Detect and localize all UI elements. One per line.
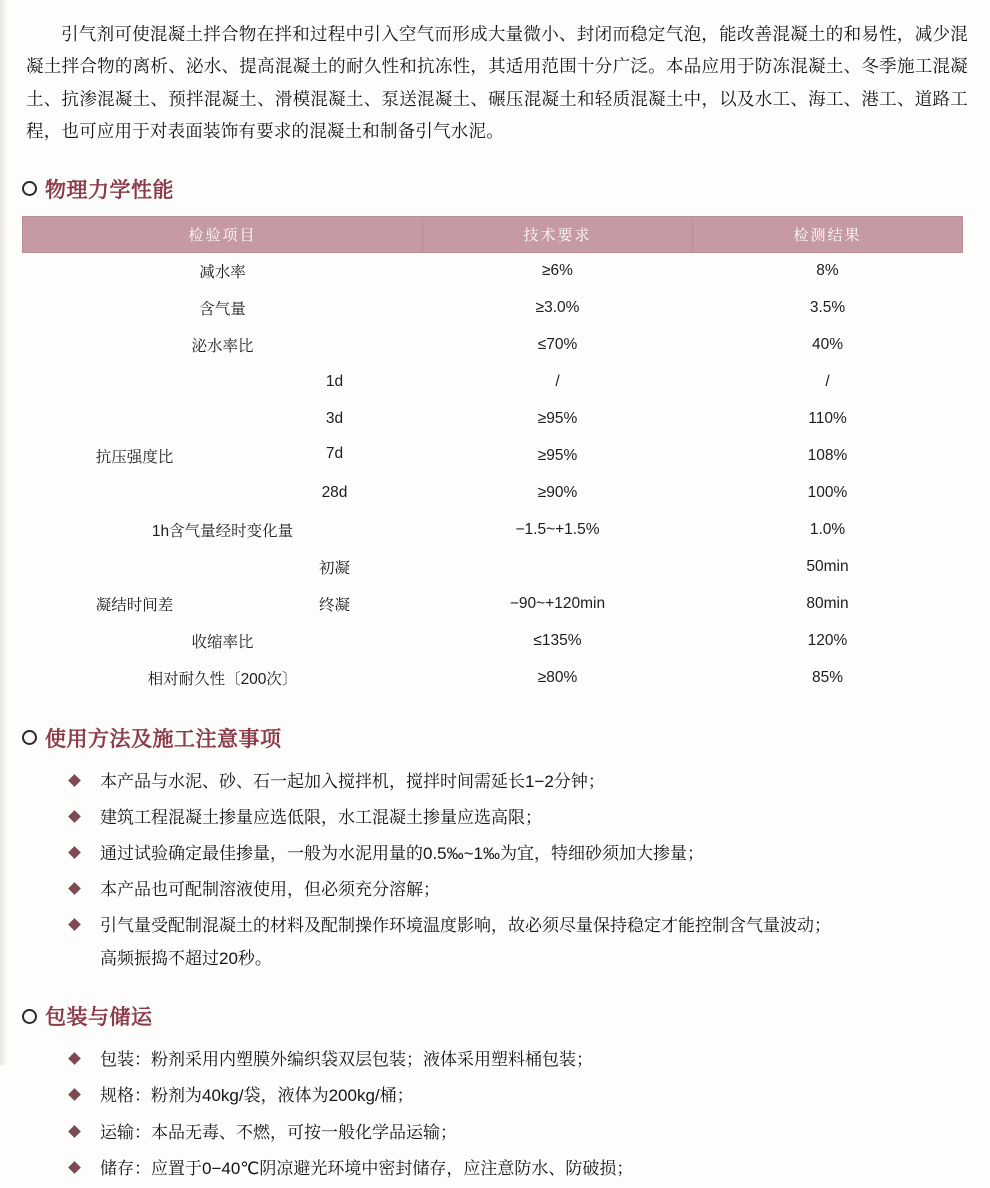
section-title-text: 包装与储运	[45, 1006, 153, 1030]
cell-item-group	[23, 438, 423, 475]
section-title-text: 使用方法及施工注意事项	[45, 727, 282, 751]
list-item-text-continued: 高频振捣不超过20秒。	[100, 949, 272, 969]
physical-properties-table	[22, 216, 963, 697]
diamond-bullet-icon	[68, 1161, 81, 1174]
cell-requirement: ≥6%	[542, 262, 573, 279]
diamond-bullet-icon	[68, 1125, 81, 1138]
cell-requirement: ≥95%	[537, 410, 578, 427]
cell-result: 1.0%	[809, 521, 846, 538]
list-item	[70, 765, 990, 798]
list-item	[70, 909, 990, 975]
cell-requirement: ≥90%	[537, 484, 578, 501]
table-row	[23, 549, 963, 586]
cell-item: 抗压强度比	[95, 449, 174, 466]
section-heading-physical	[22, 174, 990, 204]
table-row	[23, 586, 963, 623]
cell-requirement	[423, 549, 693, 586]
cell-result: 100%	[807, 484, 848, 501]
list-item-text: 包装：粉剂采用内塑膜外编织袋双层包装；液体采用塑料桶包装；	[100, 1050, 593, 1070]
table-row	[23, 290, 963, 327]
table-row	[23, 512, 963, 549]
cell-result: 80min	[806, 595, 849, 612]
cell-item	[23, 556, 247, 578]
table-row	[23, 660, 963, 697]
section-heading-usage	[22, 723, 990, 753]
diamond-bullet-icon	[68, 882, 81, 895]
circle-bullet-icon	[22, 1009, 37, 1024]
table-header-row	[23, 216, 963, 252]
cell-item: 泌水率比	[191, 338, 254, 355]
table-row	[23, 327, 963, 364]
list-item-text: 建筑工程混凝土掺量应选低限，水工混凝土掺量应选高限；	[100, 807, 542, 827]
diamond-bullet-icon	[68, 918, 81, 931]
cell-result: 40%	[811, 336, 844, 353]
cell-item: 减水率	[199, 264, 246, 281]
cell-result: /	[825, 373, 830, 390]
cell-requirement: ≥3.0%	[535, 299, 580, 316]
circle-bullet-icon	[22, 730, 37, 745]
cell-item	[23, 484, 247, 502]
cell-result: 8%	[816, 262, 839, 279]
cell-subitem: 7d	[325, 445, 344, 462]
table-header-requirement: 技术要求	[423, 216, 693, 252]
list-item-text: 运输：本品无毒、不燃，可按一般化学品运输；	[100, 1122, 457, 1142]
cell-requirement: ≥80%	[537, 669, 578, 686]
table-row	[23, 364, 963, 401]
section-heading-packaging	[22, 1001, 990, 1031]
table-row	[23, 438, 963, 475]
diamond-bullet-icon	[68, 1052, 81, 1065]
list-item	[70, 1152, 990, 1185]
intro-paragraph: 引气剂可使混凝土拌合物在拌和过程中引入空气而形成大量微小、封闭而稳定气泡，能改善混凝土的和易性，减少混凝土拌合物的离析、泌水、提高混凝土的耐久性和抗冻性，其适用范围十分广泛。本品应用于防冻混凝土、冬季施工混凝土、抗渗混凝土、预拌混凝土、滑模混凝土、泵送混凝土、碾压混凝土和轻质混凝土中，以及水工、海工、港工、道路工程，也可应用于对表面装饰有要求的混凝土和制备引气水泥。	[26, 24, 968, 142]
page-edge-artifact	[0, 0, 7, 1065]
cell-subitem: 3d	[325, 410, 344, 427]
cell-item-group	[23, 364, 423, 401]
cell-subitem: 初凝	[318, 560, 350, 577]
cell-result: 3.5%	[809, 299, 846, 316]
cell-requirement: ≤70%	[537, 336, 578, 353]
cell-requirement: −1.5~+1.5%	[515, 521, 600, 538]
list-item-text: 通过试验确定最佳掺量，一般为水泥用量的0.5‰~1‰为宜，特细砂须加大掺量；	[100, 843, 705, 863]
cell-result: 108%	[807, 447, 848, 464]
list-item-text: 本产品也可配制溶液使用，但必须充分溶解；	[100, 879, 440, 899]
list-item	[70, 837, 990, 870]
table-row	[23, 475, 963, 512]
cell-item: 收缩率比	[191, 634, 254, 651]
diamond-bullet-icon	[68, 846, 81, 859]
packaging-list	[0, 1043, 990, 1188]
table-header-item: 检验项目	[23, 216, 423, 252]
list-item-text: 储存：应置于0−40℃阴凉避光环境中密封储存，应注意防水、防破损；	[100, 1158, 634, 1178]
cell-item-group	[23, 401, 423, 438]
cell-item-group	[23, 475, 423, 512]
cell-subitem: 1d	[325, 373, 344, 390]
list-item-text: 规格：粉剂为40kg/袋，液体为200kg/桶；	[100, 1086, 414, 1106]
cell-requirement: −90~+120min	[509, 595, 606, 612]
cell-item	[23, 373, 247, 391]
list-item	[70, 1079, 990, 1112]
cell-item: 1h含气量经时变化量	[151, 523, 294, 540]
table-row	[23, 623, 963, 660]
cell-result: 50min	[806, 558, 849, 575]
cell-result: 110%	[808, 410, 847, 427]
usage-list	[0, 765, 990, 976]
diamond-bullet-icon	[68, 1089, 81, 1102]
diamond-bullet-icon	[68, 810, 81, 823]
cell-requirement: ≤135%	[533, 632, 582, 649]
list-item	[70, 873, 990, 906]
list-item	[70, 1043, 990, 1076]
cell-item	[23, 410, 247, 428]
section-title-text: 物理力学性能	[45, 178, 174, 202]
table-row	[23, 252, 963, 290]
table-row	[23, 401, 963, 438]
cell-requirement: ≥95%	[537, 447, 578, 464]
list-item	[70, 1116, 990, 1149]
cell-subitem: 终凝	[318, 597, 350, 614]
list-item	[70, 801, 990, 834]
cell-requirement: /	[555, 373, 560, 390]
table-header-result: 检测结果	[693, 216, 963, 252]
cell-item: 相对耐久性〔200次〕	[147, 671, 298, 688]
cell-item: 含气量	[199, 301, 246, 318]
circle-bullet-icon	[22, 181, 37, 196]
cell-result: 85%	[811, 669, 844, 686]
cell-item: 凝结时间差	[95, 597, 174, 614]
list-item-text: 本产品与水泥、砂、石一起加入搅拌机，搅拌时间需延长1−2分钟；	[100, 771, 605, 791]
diamond-bullet-icon	[68, 774, 81, 787]
cell-subitem: 28d	[321, 484, 348, 501]
cell-result: 120%	[807, 632, 848, 649]
cell-item-group	[23, 586, 423, 623]
list-item-text: 引气量受配制混凝土的材料及配制操作环境温度影响，故必须尽量保持稳定才能控制含气量波动；	[100, 916, 831, 936]
cell-item-group	[23, 549, 423, 586]
